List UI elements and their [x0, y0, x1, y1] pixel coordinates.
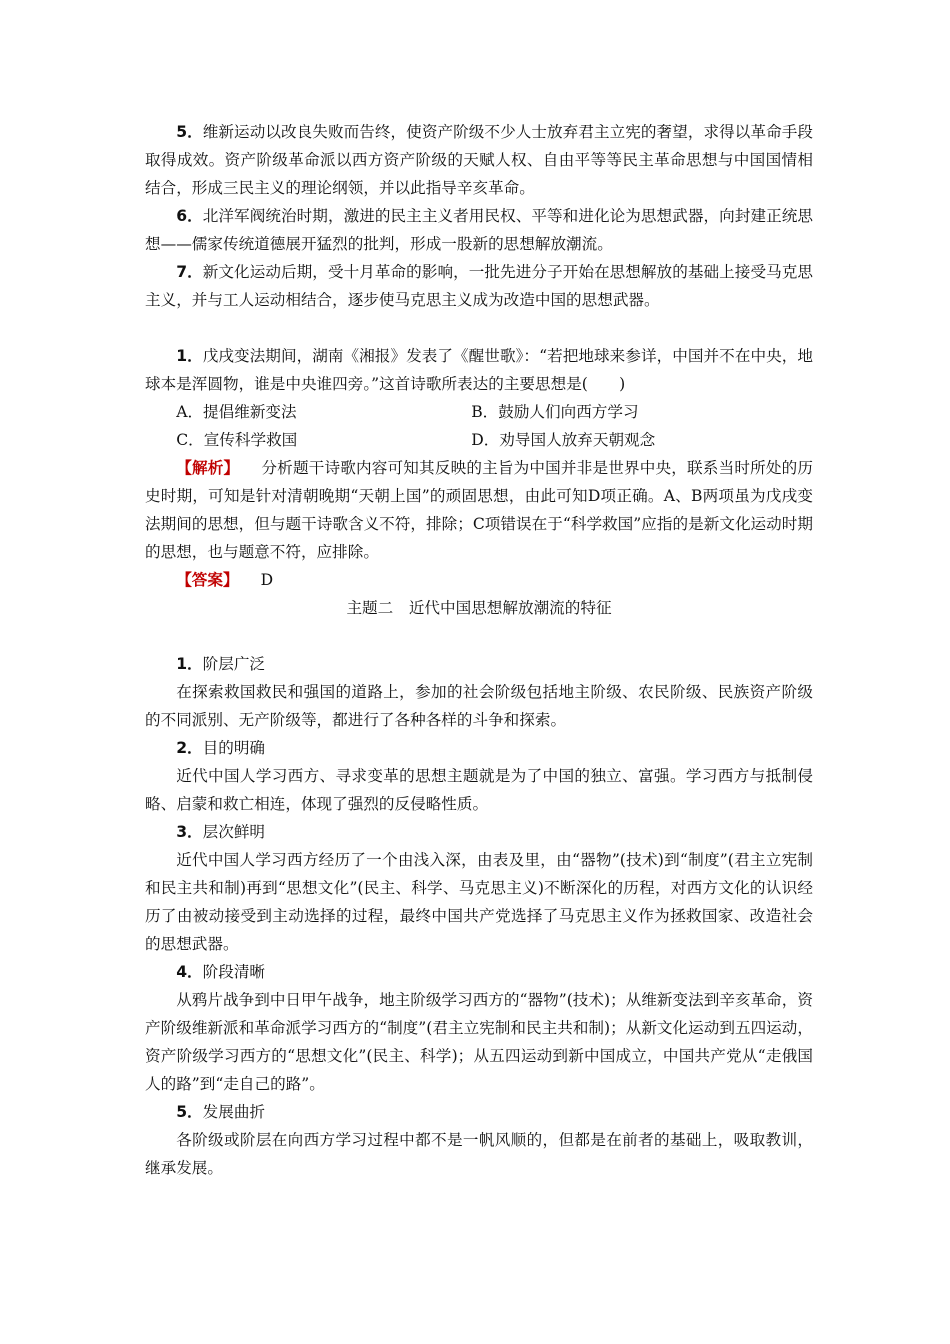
question-stem	[145, 342, 813, 398]
analysis	[145, 454, 813, 566]
point-text: 北洋军阀统治时期，激进的民主主义者用民权、平等和进化论为思想武器，向封建正统思想——儒家传统道德展开猛烈的批判，形成一股新的思想解放潮流。	[145, 207, 813, 253]
feature-4-text: 从鸦片战争到中日甲午战争，地主阶级学习西方的“器物”(技术)；从维新变法到辛亥革命，资产阶级维新派和革命派学习西方的“制度”(君主立宪制和民主共和制)；从新文化运动到五四运动，资产阶级学习西方的“思想文化”(民主、科学)；从五四运动到新中国成立，中国共产党从“走俄国人的路”到“走自己的路”。	[145, 991, 813, 1093]
point-number: 6．	[176, 207, 203, 225]
feature-title: 阶段清晰	[202, 963, 266, 981]
point-7	[145, 258, 813, 314]
feature-2-text: 近代中国人学习西方、寻求变革的思想主题就是为了中国的独立、富强。学习西方与抵制侵略、启蒙和救亡相连，体现了强烈的反侵略性质。	[145, 767, 813, 813]
feature-5-text: 各阶级或阶层在向西方学习过程中都不是一帆风顺的，但都是在前者的基础上，吸取教训，继承发展。	[145, 1131, 813, 1177]
option-c: C．宣传科学救国	[176, 431, 298, 449]
feature-title: 层次鲜明	[202, 823, 266, 841]
answer	[145, 566, 813, 594]
feature-number: 5．	[176, 1103, 203, 1121]
answer-tag: 【答案】	[176, 570, 239, 589]
point-number: 5．	[176, 123, 203, 141]
feature-3-text: 近代中国人学习西方经历了一个由浅入深，由表及里，由“器物”(技术)到“制度”(君主立宪制和民主共和制)再到“思想文化”(民主、科学、马克思主义)不断深化的历程，对西方文化的认识经历了由被动接受到主动选择的过程，最终中国共产党选择了马克思主义作为拯救国家、改造社会的思想武器。	[145, 851, 813, 953]
question-options	[145, 398, 813, 454]
answer-text: D	[260, 571, 274, 589]
feature-3-heading	[145, 818, 813, 846]
feature-number: 4．	[176, 963, 203, 981]
point-6	[145, 202, 813, 258]
feature-title: 阶层广泛	[202, 655, 266, 673]
spacer	[145, 314, 813, 342]
option-a: A．提倡维新变法	[176, 403, 297, 421]
question-text: 戊戌变法期间，湖南《湘报》发表了《醒世歌》：“若把地球来参详，中国并不在中央，地球本是浑圆物，谁是中央谁四旁。”这首诗歌所表达的主要思想是( )	[145, 347, 813, 393]
feature-1-text: 在探索救国救民和强国的道路上，参加的社会阶级包括地主阶级、农民阶级、民族资产阶级的不同派别、无产阶级等，都进行了各种各样的斗争和探索。	[145, 683, 813, 729]
feature-1-heading	[145, 650, 813, 678]
feature-4-heading	[145, 958, 813, 986]
option-d: D．劝导国人放弃天朝观念	[471, 431, 656, 449]
feature-number: 3．	[176, 823, 203, 841]
feature-2-heading	[145, 734, 813, 762]
feature-5-heading	[145, 1098, 813, 1126]
point-number: 7．	[176, 263, 203, 281]
point-5	[145, 118, 813, 202]
question-number: 1．	[176, 347, 203, 365]
feature-number: 2．	[176, 739, 203, 757]
spacer	[145, 622, 813, 650]
option-b: B．鼓励人们向西方学习	[471, 403, 639, 421]
feature-number: 1．	[176, 655, 203, 673]
feature-title: 发展曲折	[202, 1103, 266, 1121]
point-text: 新文化运动后期，受十月革命的影响，一批先进分子开始在思想解放的基础上接受马克思主义，并与工人运动相结合，逐步使马克思主义成为改造中国的思想武器。	[145, 263, 813, 309]
analysis-text: 分析题干诗歌内容可知其反映的主旨为中国并非是世界中央，联系当时所处的历史时期，可知是针对清朝晚期“天朝上国”的顽固思想，由此可知D项正确。A、B两项虽为戊戌变法期间的思想，但与题干诗歌含义不符，排除；C项错误在于“科学救国”应指的是新文化运动时期的思想，也与题意不符，应排除。	[145, 459, 813, 561]
feature-title: 目的明确	[202, 739, 266, 757]
analysis-tag: 【解析】	[176, 458, 240, 477]
point-text: 维新运动以改良失败而告终，使资产阶级不少人士放弃君主立宪的奢望，求得以革命手段取得成效。资产阶级革命派以西方资产阶级的天赋人权、自由平等等民主革命思想与中国国情相结合，形成三民主义的理论纲领，并以此指导辛亥革命。	[145, 123, 813, 197]
topic-title: 主题二 近代中国思想解放潮流的特征	[346, 599, 612, 617]
document-page	[145, 118, 813, 1182]
